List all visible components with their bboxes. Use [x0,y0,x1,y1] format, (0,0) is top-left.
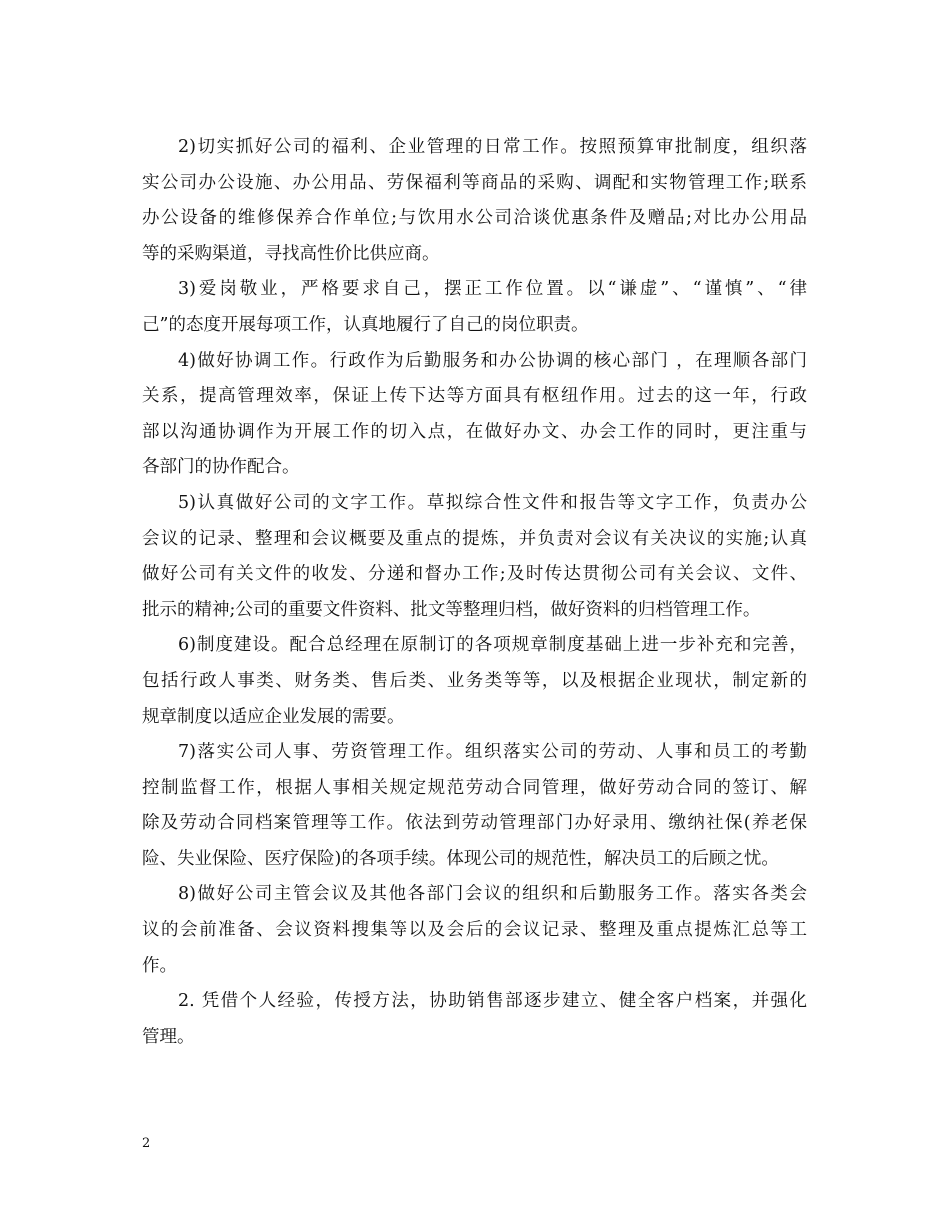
page-number: 2 [142,1136,151,1151]
paragraph-line: 实公司办公设施、办公用品、劳保福利等商品的采购、调配和实物管理工作;联系 [142,172,807,193]
paragraph-8-meetings [142,877,807,984]
paragraph-3-dedication [142,272,807,343]
paragraph-line: 己”的态度开展每项工作，认真地履行了自己的岗位职责。 [142,314,589,335]
paragraph-line: 包括行政人事类、财务类、售后类、业务类等等，以及根据企业现状，制定新的 [142,670,807,691]
paragraph-line: 3)爱岗敬业，严格要求自己，摆正工作位置。以“谦虚”、“谨慎”、“律 [178,279,807,300]
paragraph-line: 7)落实公司人事、劳资管理工作。组织落实公司的劳动、人事和员工的考勤 [178,742,807,763]
paragraph-line: 议的会前准备、会议资料搜集等以及会后的会议记录、整理及重点提炼汇总等工 [142,920,807,941]
paragraph-line: 险、失业保险、医疗保险)的各项手续。体现公司的规范性，解决员工的后顾之忧。 [142,848,779,869]
paragraph-line: 做好公司有关文件的收发、分递和督办工作;及时传达贯彻公司有关会议、文件、 [142,564,807,585]
paragraph-line: 各部门的协作配合。 [142,457,300,478]
paragraph-line: 2. 凭借个人经验，传授方法，协助销售部逐步建立、健全客户档案，并强化 [178,991,807,1012]
paragraph-line: 2)切实抓好公司的福利、企业管理的日常工作。按照预算审批制度，组织落 [178,137,807,157]
paragraph-2-benefits [142,130,807,272]
paragraph-line: 管理。 [142,1026,195,1047]
paragraph-line: 6)制度建设。配合总经理在原制订的各项规章制度基础上进一步补充和完善， [178,635,807,656]
paragraph-line: 4)做好协调工作。行政作为后勤服务和办公协调的核心部门 ，在理顺各部门 [178,350,807,371]
paragraph-line: 批示的精神;公司的重要文件资料、批文等整理归档，做好资料的归档管理工作。 [142,599,761,620]
paragraph-line: 规章制度以适应企业发展的需要。 [142,706,405,727]
paragraph-4-coordination [142,344,807,486]
document-body [142,130,807,1055]
paragraph-customer-archives [142,984,807,1055]
paragraph-5-documents [142,486,807,628]
paragraph-line: 关系，提高管理效率，保证上传下达等方面具有枢纽作用。过去的这一年，行政 [142,386,807,407]
paragraph-6-systems [142,628,807,735]
paragraph-line: 等的采购渠道，寻找高性价比供应商。 [142,243,440,264]
paragraph-line: 8)做好公司主管会议及其他各部门会议的组织和后勤服务工作。落实各类会 [178,884,807,905]
paragraph-line: 除及劳动合同档案管理等工作。依法到劳动管理部门办好录用、缴纳社保(养老保 [142,813,807,834]
paragraph-line: 5)认真做好公司的文字工作。草拟综合性文件和报告等文字工作，负责办公 [178,492,807,513]
paragraph-7-personnel [142,735,807,877]
paragraph-line: 会议的记录、整理和会议概要及重点的提炼，并负责对会议有关决议的实施;认真 [142,528,807,549]
paragraph-line: 部以沟通协调作为开展工作的切入点，在做好办文、办会工作的同时，更注重与 [142,421,807,442]
paragraph-line: 控制监督工作，根据人事相关规定规范劳动合同管理，做好劳动合同的签订、解 [142,777,807,798]
paragraph-line: 办公设备的维修保养合作单位;与饮用水公司洽谈优惠条件及赠品;对比办公用品 [142,208,807,229]
paragraph-line: 作。 [142,955,177,976]
